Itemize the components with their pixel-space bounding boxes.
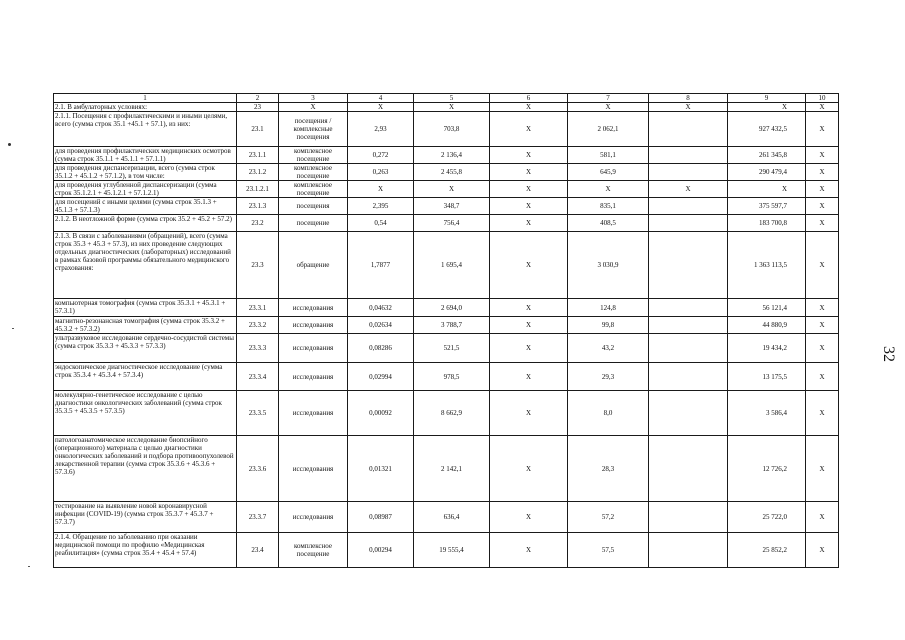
row-code-cell: 23.3.6	[237, 436, 279, 502]
col10-cell: X	[806, 164, 839, 181]
col6-cell: X	[490, 363, 568, 391]
unit-cell: комплексное посещение	[279, 181, 348, 198]
table-row	[54, 317, 839, 334]
col7-cell: 2 062,1	[568, 112, 649, 147]
cost-cell: 19 555,4	[414, 533, 490, 568]
table-row	[54, 198, 839, 215]
row-name-cell: тестирование на выявление новой коронавирусной инфекции (COVID-19) (сумма строк 35.3.7 + 45.3.7 + 57.3.7)	[54, 502, 237, 533]
table-body	[54, 94, 839, 568]
col7-cell: 29,3	[568, 363, 649, 391]
col8-cell	[649, 198, 728, 215]
row-code-cell: 23.3.3	[237, 334, 279, 363]
header-cell: 8	[649, 94, 728, 103]
col9-cell: 3 586,4	[728, 391, 806, 436]
cost-cell: 8 662,9	[414, 391, 490, 436]
row-code-cell: 23.1	[237, 112, 279, 147]
col10-cell: X	[806, 533, 839, 568]
table-row	[54, 436, 839, 502]
col10-cell: X	[806, 198, 839, 215]
row-name-cell: для проведения углубленной диспансеризации (сумма строк 35.1.2.1 + 45.1.2.1 + 57.1.2.1)	[54, 181, 237, 198]
row-code-cell: 23.1.2	[237, 164, 279, 181]
row-name-cell: 2.1.4. Обращение по заболеванию при оказании медицинской помощи по профилю «Медицинская реабилитация» (сумма строк 35.4 + 45.4 + 57.4)	[54, 533, 237, 568]
header-cell: 7	[568, 94, 649, 103]
col9-cell: 261 345,8	[728, 147, 806, 164]
volume-cell: 0,263	[348, 164, 414, 181]
unit-cell: посещения	[279, 198, 348, 215]
col10-cell: X	[806, 147, 839, 164]
unit-cell: комплексное посещение	[279, 533, 348, 568]
unit-cell: комплексное посещение	[279, 147, 348, 164]
col9-cell: 13 175,5	[728, 363, 806, 391]
col9-cell: 1 363 113,5	[728, 232, 806, 299]
table-row	[54, 164, 839, 181]
col6-cell: X	[490, 232, 568, 299]
table-row	[54, 334, 839, 363]
data-table	[53, 93, 839, 568]
unit-cell: обращение	[279, 232, 348, 299]
volume-cell: 0,00294	[348, 533, 414, 568]
col10-cell: X	[806, 317, 839, 334]
col6-cell: X	[490, 299, 568, 317]
row-code-cell: 23.1.2.1	[237, 181, 279, 198]
table-row	[54, 391, 839, 436]
col8-cell	[649, 299, 728, 317]
row-code-cell: 23.1.3	[237, 198, 279, 215]
row-name-cell: 2.1. В амбулаторных условиях:	[54, 103, 237, 112]
col7-cell: 57,5	[568, 533, 649, 568]
volume-cell: 0,08286	[348, 334, 414, 363]
col7-cell: 581,1	[568, 147, 649, 164]
row-code-cell: 23.3.4	[237, 363, 279, 391]
volume-cell: 0,54	[348, 215, 414, 232]
col9-cell: 19 434,2	[728, 334, 806, 363]
col6-cell: X	[490, 317, 568, 334]
col7-cell: 43,2	[568, 334, 649, 363]
row-name-cell: 2.1.2. В неотложной форме (сумма строк 35.2 + 45.2 + 57.2)	[54, 215, 237, 232]
col8-cell	[649, 232, 728, 299]
col6-cell: X	[490, 147, 568, 164]
unit-cell: посещение	[279, 215, 348, 232]
volume-cell: 1,7877	[348, 232, 414, 299]
header-cell: 1	[54, 94, 237, 103]
row-code-cell: 23.3.7	[237, 502, 279, 533]
row-name-cell: ультразвуковое исследование сердечно-сосудистой системы (сумма строк 35.3.3 + 45.3.3 + 57.3.3)	[54, 334, 237, 363]
col10-cell: X	[806, 299, 839, 317]
col8-cell	[649, 436, 728, 502]
col6-cell: X	[490, 533, 568, 568]
col10-cell: X	[806, 215, 839, 232]
col8-cell	[649, 334, 728, 363]
row-name-cell: для проведения диспансеризации, всего (сумма строк 35.1.2 + 45.1.2 + 57.1.2), в том числе:	[54, 164, 237, 181]
cost-cell: 703,8	[414, 112, 490, 147]
unit-cell: посещения / комплексные посещения	[279, 112, 348, 147]
col10-cell: X	[806, 112, 839, 147]
unit-cell: X	[279, 103, 348, 112]
row-name-cell: молекулярно-генетическое исследование с целью диагностики онкологических заболеваний (сумма строк 35.3.5 + 45.3.5 + 57.3.5)	[54, 391, 237, 436]
col9-cell: X	[728, 181, 806, 198]
unit-cell: исследования	[279, 317, 348, 334]
col6-cell: X	[490, 334, 568, 363]
col7-cell: 8,0	[568, 391, 649, 436]
cost-cell: 636,4	[414, 502, 490, 533]
col9-cell: 44 880,9	[728, 317, 806, 334]
row-name-cell: эндоскопическое диагностическое исследование (сумма строк 35.3.4 + 45.3.4 + 57.3.4)	[54, 363, 237, 391]
col7-cell: 124,8	[568, 299, 649, 317]
cost-cell: 1 695,4	[414, 232, 490, 299]
cost-cell: 3 788,7	[414, 317, 490, 334]
col9-cell: 927 432,5	[728, 112, 806, 147]
col10-cell: X	[806, 103, 839, 112]
col6-cell: X	[490, 436, 568, 502]
col8-cell	[649, 317, 728, 334]
col8-cell	[649, 164, 728, 181]
row-code-cell: 23.3.2	[237, 317, 279, 334]
unit-cell: исследования	[279, 363, 348, 391]
row-code-cell: 23.3.1	[237, 299, 279, 317]
cost-cell: 348,7	[414, 198, 490, 215]
unit-cell: исследования	[279, 299, 348, 317]
scan-speck	[28, 566, 30, 567]
col6-cell: X	[490, 112, 568, 147]
col6-cell: X	[490, 164, 568, 181]
volume-cell: 0,04632	[348, 299, 414, 317]
scan-speck	[12, 328, 14, 329]
col7-cell: 835,1	[568, 198, 649, 215]
table-row	[54, 103, 839, 112]
col9-cell: 25 852,2	[728, 533, 806, 568]
col6-cell: X	[490, 198, 568, 215]
col7-cell: 3 030,9	[568, 232, 649, 299]
row-name-cell: магнитно-резонансная томография (сумма строк 35.3.2 + 45.3.2 + 57.3.2)	[54, 317, 237, 334]
col9-cell: 375 597,7	[728, 198, 806, 215]
col8-cell	[649, 363, 728, 391]
cost-cell: 2 142,1	[414, 436, 490, 502]
unit-cell: исследования	[279, 334, 348, 363]
cost-cell: 2 136,4	[414, 147, 490, 164]
table-row	[54, 232, 839, 299]
col9-cell: X	[728, 103, 806, 112]
row-code-cell: 23.1.1	[237, 147, 279, 164]
row-code-cell: 23.3	[237, 232, 279, 299]
row-code-cell: 23.4	[237, 533, 279, 568]
table-row	[54, 215, 839, 232]
volume-cell: 0,02994	[348, 363, 414, 391]
row-code-cell: 23.2	[237, 215, 279, 232]
unit-cell: исследования	[279, 391, 348, 436]
col7-cell: 645,9	[568, 164, 649, 181]
header-cell: 3	[279, 94, 348, 103]
table-row	[54, 363, 839, 391]
table-row	[54, 112, 839, 147]
col9-cell: 12 726,2	[728, 436, 806, 502]
col6-cell: X	[490, 391, 568, 436]
col10-cell: X	[806, 391, 839, 436]
col8-cell	[649, 533, 728, 568]
volume-cell: X	[348, 181, 414, 198]
col10-cell: X	[806, 334, 839, 363]
cost-cell: 2 455,8	[414, 164, 490, 181]
row-name-cell: для проведения профилактических медицинских осмотров (сумма строк 35.1.1 + 45.1.1 + 57.1.1)	[54, 147, 237, 164]
header-cell: 4	[348, 94, 414, 103]
unit-cell: комплексное посещение	[279, 164, 348, 181]
col7-cell: 408,5	[568, 215, 649, 232]
volume-cell: X	[348, 103, 414, 112]
col10-cell: X	[806, 232, 839, 299]
volume-cell: 2,93	[348, 112, 414, 147]
cost-cell: 978,5	[414, 363, 490, 391]
table-row	[54, 533, 839, 568]
col7-cell: X	[568, 103, 649, 112]
col8-cell: X	[649, 181, 728, 198]
volume-cell: 0,08987	[348, 502, 414, 533]
col6-cell: X	[490, 215, 568, 232]
col8-cell	[649, 391, 728, 436]
cost-cell: X	[414, 181, 490, 198]
cost-cell: 756,4	[414, 215, 490, 232]
col9-cell: 25 722,0	[728, 502, 806, 533]
header-cell: 9	[728, 94, 806, 103]
col10-cell: X	[806, 436, 839, 502]
table-row	[54, 147, 839, 164]
row-code-cell: 23.3.5	[237, 391, 279, 436]
volume-cell: 0,272	[348, 147, 414, 164]
col6-cell: X	[490, 181, 568, 198]
volume-cell: 0,00092	[348, 391, 414, 436]
col6-cell: X	[490, 103, 568, 112]
row-name-cell: компьютерная томография (сумма строк 35.3.1 + 45.3.1 + 57.3.1)	[54, 299, 237, 317]
col6-cell: X	[490, 502, 568, 533]
row-code-cell: 23	[237, 103, 279, 112]
col8-cell	[649, 215, 728, 232]
row-name-cell: патологоанатомическое исследование биопсийного (операционного) материала с целью диагностики онкологических заболеваний и подбора противоопухолевой лекарственной терапии (сумма строк 35.3.6 + 45.3.6 + 57.3.6)	[54, 436, 237, 502]
volume-cell: 0,02634	[348, 317, 414, 334]
header-cell: 5	[414, 94, 490, 103]
unit-cell: исследования	[279, 436, 348, 502]
col10-cell: X	[806, 181, 839, 198]
header-cell: 6	[490, 94, 568, 103]
col9-cell: 56 121,4	[728, 299, 806, 317]
row-name-cell: 2.1.3. В связи с заболеваниями (обращений), всего (сумма строк 35.3 + 45.3 + 57.3), из них проведение следующих отдельных диагностических (лабораторных) исследований в рамках базовой программы обязательного медицинского страхования:	[54, 232, 237, 299]
row-name-cell: для посещений с иными целями (сумма строк 35.1.3 + 45.1.3 + 57.1.3)	[54, 198, 237, 215]
col8-cell	[649, 502, 728, 533]
volume-cell: 0,01321	[348, 436, 414, 502]
volume-cell: 2,395	[348, 198, 414, 215]
page-number: 32	[880, 346, 897, 362]
row-name-cell: 2.1.1. Посещения с профилактическими и иными целями, всего (сумма строк 35.1 +45.1 + 57.1), из них:	[54, 112, 237, 147]
col7-cell: 57,2	[568, 502, 649, 533]
col7-cell: X	[568, 181, 649, 198]
col7-cell: 99,8	[568, 317, 649, 334]
table-row	[54, 299, 839, 317]
col8-cell	[649, 112, 728, 147]
col9-cell: 290 479,4	[728, 164, 806, 181]
col10-cell: X	[806, 363, 839, 391]
col9-cell: 183 700,8	[728, 215, 806, 232]
cost-cell: 521,5	[414, 334, 490, 363]
cost-cell: X	[414, 103, 490, 112]
unit-cell: исследования	[279, 502, 348, 533]
cost-cell: 2 694,0	[414, 299, 490, 317]
header-cell: 2	[237, 94, 279, 103]
header-cell: 10	[806, 94, 839, 103]
table-row	[54, 181, 839, 198]
col8-cell: X	[649, 103, 728, 112]
table-row	[54, 502, 839, 533]
scan-mark	[8, 143, 11, 146]
col7-cell: 28,3	[568, 436, 649, 502]
col8-cell	[649, 147, 728, 164]
header-row	[54, 94, 839, 103]
col10-cell: X	[806, 502, 839, 533]
